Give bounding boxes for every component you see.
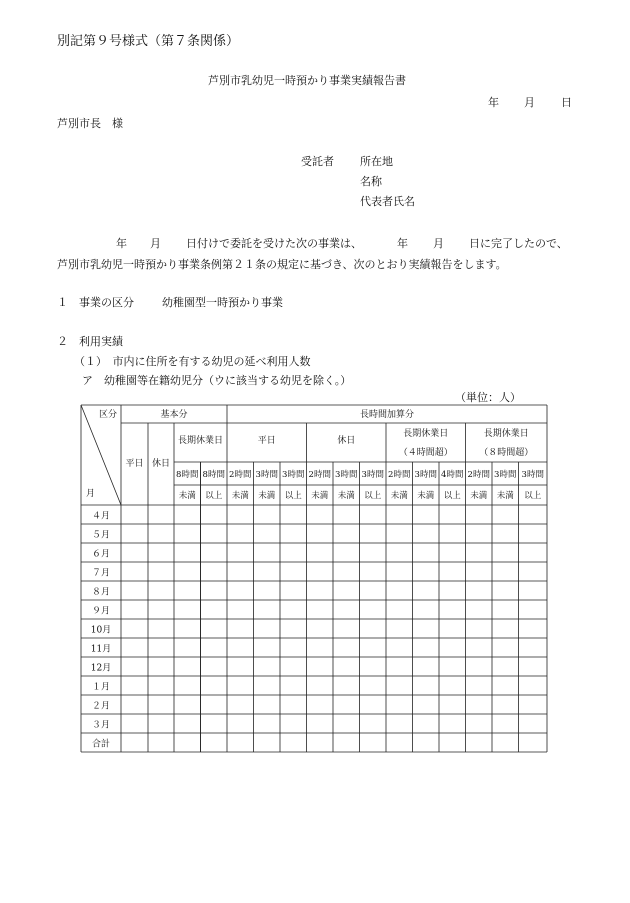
col-header-top: 3時間 bbox=[494, 470, 517, 480]
trustee-rep-label: 代表者氏名 bbox=[360, 195, 415, 208]
body-line-2: 芦別市乳幼児一時預かり事業条例第２１条の規定に基づき、次のとおり実績報告をします。 bbox=[57, 258, 507, 271]
row-label-month: ５月 bbox=[91, 530, 111, 541]
section1-value: 幼稚園型一時預かり事業 bbox=[162, 296, 283, 309]
col-header-top: 2時間 bbox=[388, 470, 411, 480]
date-day: 日 bbox=[561, 96, 572, 109]
trustee-name-label: 名称 bbox=[360, 175, 382, 188]
section1-heading: １ 事業の区分 bbox=[57, 296, 134, 309]
basic-weekday-label: 平日 bbox=[125, 459, 144, 469]
corner-bottom-label: 月 bbox=[86, 489, 96, 499]
ext-long-break-4-label: 長期休業日 bbox=[403, 429, 449, 439]
row-label-month: 12月 bbox=[90, 663, 112, 674]
ext-holiday-label: 休日 bbox=[337, 436, 356, 446]
basic-long-break-label: 長期休業日 bbox=[177, 436, 224, 446]
row-label-month: 合計 bbox=[91, 739, 111, 750]
body-month-2: 月 bbox=[433, 237, 444, 250]
body-day-1: 日付けで委託を受けた次の事業は、 bbox=[186, 237, 362, 250]
col-header-top: 2時間 bbox=[467, 470, 490, 480]
row-label-month: ２月 bbox=[91, 701, 111, 712]
basic-holiday-label: 休日 bbox=[151, 459, 171, 469]
body-month-1: 月 bbox=[150, 237, 161, 250]
col-header-top: 3時間 bbox=[521, 470, 544, 480]
trustee-address-label: 所在地 bbox=[360, 155, 393, 168]
trustee-label: 受託者 bbox=[301, 155, 334, 168]
col-header-bottom: 未満 bbox=[390, 491, 408, 501]
body-year-1: 年 bbox=[116, 237, 127, 250]
col-header-bottom: 以上 bbox=[364, 491, 382, 501]
col-header-top: 3時間 bbox=[255, 470, 278, 480]
corner-top-label: 区分 bbox=[98, 410, 118, 420]
row-label-month: ９月 bbox=[91, 606, 111, 617]
col-header-bottom: 以上 bbox=[284, 491, 302, 501]
col-header-bottom: 未満 bbox=[311, 491, 329, 501]
form-number: 別記第９号様式（第７条関係） bbox=[57, 34, 240, 49]
ext-weekday-label: 平日 bbox=[257, 436, 276, 446]
col-header-bottom: 未満 bbox=[496, 491, 514, 501]
row-label-month: ８月 bbox=[91, 587, 111, 598]
body-day-2: 日に完了したので、 bbox=[469, 237, 568, 250]
row-label-month: ６月 bbox=[91, 549, 111, 560]
section2-heading: ２ 利用実績 bbox=[57, 335, 123, 348]
col-header-bottom: 未満 bbox=[337, 491, 355, 501]
ext-long-break-8-note: （８時間超） bbox=[479, 448, 534, 458]
date-month: 月 bbox=[524, 96, 535, 109]
col-header-bottom: 未満 bbox=[417, 491, 435, 501]
col-header-bottom: 未満 bbox=[258, 491, 276, 501]
col-header-top: 8時間 bbox=[202, 470, 225, 480]
col-header-bottom: 以上 bbox=[443, 491, 461, 501]
col-header-bottom: 以上 bbox=[205, 491, 223, 501]
document-title: 芦別市乳幼児一時預かり事業実績報告書 bbox=[208, 74, 406, 87]
ext-long-break-8-label: 長期休業日 bbox=[483, 429, 529, 439]
col-header-top: 3時間 bbox=[414, 470, 437, 480]
basic-header: 基本分 bbox=[160, 410, 188, 420]
row-label-month: ３月 bbox=[91, 720, 111, 731]
col-header-top: 4時間 bbox=[441, 470, 464, 480]
unit-label: （単位：人） bbox=[455, 391, 521, 404]
col-header-top: 8時間 bbox=[176, 470, 199, 480]
col-header-top: 3時間 bbox=[282, 470, 305, 480]
col-header-bottom: 未満 bbox=[231, 491, 249, 501]
row-label-month: 10月 bbox=[90, 625, 112, 636]
date-year: 年 bbox=[488, 96, 499, 109]
col-header-top: 3時間 bbox=[335, 470, 358, 480]
section2-sub1: （１） 市内に住所を有する幼児の延べ利用人数 bbox=[74, 355, 311, 368]
row-label-month: ４月 bbox=[91, 511, 111, 522]
body-year-2: 年 bbox=[397, 237, 408, 250]
addressee: 芦別市長 様 bbox=[57, 117, 123, 130]
col-header-top: 2時間 bbox=[229, 470, 252, 480]
ext-long-break-4-note: （４時間超） bbox=[398, 448, 453, 458]
section2-sub2: ア 幼稚園等在籍幼児分（ウに該当する幼児を除く。） bbox=[82, 374, 352, 387]
col-header-bottom: 未満 bbox=[178, 491, 196, 501]
col-header-bottom: 未満 bbox=[470, 491, 488, 501]
col-header-top: 2時間 bbox=[308, 470, 331, 480]
col-header-top: 3時間 bbox=[361, 470, 384, 480]
row-label-month: １月 bbox=[91, 682, 111, 693]
row-label-month: 11月 bbox=[90, 644, 112, 655]
row-label-month: ７月 bbox=[91, 568, 111, 579]
extended-header: 長時間加算分 bbox=[359, 410, 415, 420]
col-header-bottom: 以上 bbox=[524, 491, 542, 501]
